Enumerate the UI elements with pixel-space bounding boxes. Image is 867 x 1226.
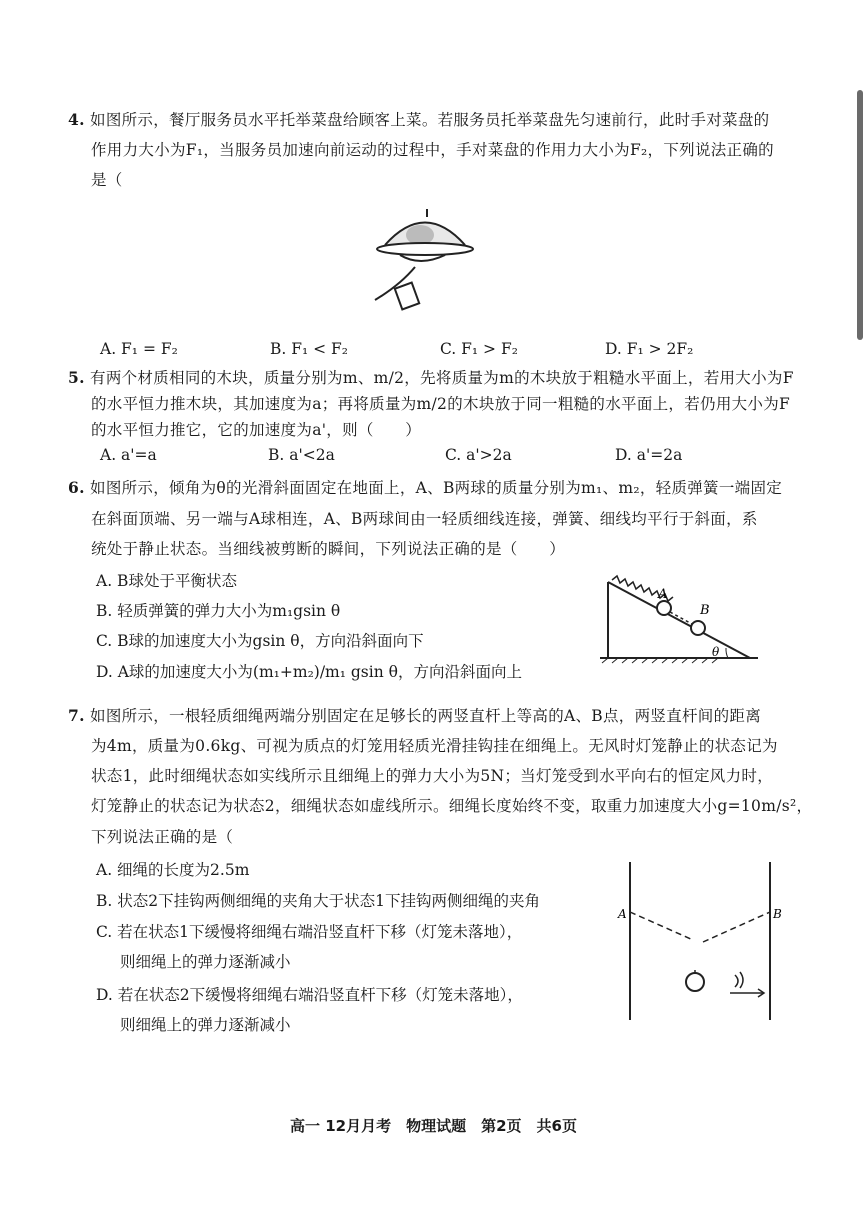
q4-option-c[interactable]: C. F₁ > F₂ (440, 340, 518, 358)
q5-text1: 有两个材质相同的木块，质量分别为m、m/2，先将质量为m的木块放于粗糙水平面上，若用大小为F (90, 369, 794, 387)
q6-option-c[interactable]: C. B球的加速度大小为gsin θ，方向沿斜面向下 (96, 632, 424, 650)
fig7-label-a: A (618, 907, 627, 921)
q6-text1: 如图所示，倾角为θ的光滑斜面固定在地面上，A、B两球的质量分别为m₁、m₂，轻质弹簧一端固定 (90, 479, 783, 497)
q4-option-b[interactable]: B. F₁ < F₂ (270, 340, 349, 358)
q7-option-b[interactable]: B. 状态2下挂钩两侧细绳的夹角大于状态1下挂钩两侧细绳的夹角 (96, 892, 540, 910)
q4-line1 (68, 108, 769, 130)
q4-text1: 如图所示，餐厅服务员水平托举菜盘给顾客上菜。若服务员托举菜盘先匀速前行，此时手对菜盘的 (90, 111, 770, 129)
q7-line4: 灯笼静止的状态记为状态2，细绳状态如虚线所示。细绳长度始终不变，取重力加速度大小g=10m/s²， (91, 797, 813, 815)
q7-text1: 如图所示，一根轻质细绳两端分别固定在足够长的两竖直杆上等高的A、B点，两竖直杆间的距离 (90, 707, 762, 725)
q5-line3: 的水平恒力推它，它的加速度为a'，则（ ） (91, 421, 422, 439)
q5-line1 (68, 366, 794, 388)
q7-line3: 状态1，此时细绳状态如实线所示且细绳上的弹力大小为5N；当灯笼受到水平向右的恒定风力时， (91, 767, 773, 785)
q6-number: 6. (68, 478, 85, 497)
q6-line2: 在斜面顶端、另一端与A球相连，A、B两球间由一轻质细线连接，弹簧、细线均平行于斜面，系 (91, 510, 758, 528)
q7-line1 (68, 704, 761, 726)
fig6-label-b: B (700, 603, 710, 618)
q7-line5: 下列说法正确的是（ (91, 828, 234, 846)
q7-option-d-cont: 则细绳上的弹力逐渐减小 (120, 1016, 291, 1034)
q4-number: 4. (68, 110, 85, 129)
q4-option-a[interactable]: A. F₁ = F₂ (100, 340, 178, 358)
q7-option-c[interactable]: C. 若在状态1下缓慢将细绳右端沿竖直杆下移（灯笼未落地）， (96, 923, 523, 941)
q6-line3: 统处于静止状态。当细线被剪断的瞬间，下列说法正确的是（ ） (91, 540, 566, 558)
page-footer: 高一 12月月考 物理试题 第2页 共6页 (290, 1117, 577, 1135)
scrollbar[interactable] (857, 90, 863, 340)
fig7-label-b: B (773, 907, 782, 921)
q5-option-a[interactable]: A. a'=a (100, 446, 157, 464)
q5-option-c[interactable]: C. a'>2a (445, 446, 512, 464)
waiter-tray-figure (370, 205, 480, 320)
q4-line2: 作用力大小为F₁，当服务员加速向前运动的过程中，手对菜盘的作用力大小为F₂，下列说法正确的 (91, 141, 774, 159)
q7-option-a[interactable]: A. 细绳的长度为2.5m (96, 861, 250, 879)
q7-option-d[interactable]: D. 若在状态2下缓慢将细绳右端沿竖直杆下移（灯笼未落地）， (96, 986, 523, 1004)
q5-option-b[interactable]: B. a'<2a (268, 446, 335, 464)
incline-spring-figure (600, 570, 760, 670)
q6-option-a[interactable]: A. B球处于平衡状态 (96, 572, 237, 590)
fig6-label-theta: θ (712, 645, 720, 659)
fig6-label-a: A (658, 587, 668, 602)
q5-line2: 的水平恒力推木块，其加速度为a；再将质量为m/2的木块放于同一粗糙的水平面上，若仍用大小为F (91, 395, 791, 413)
q5-option-d[interactable]: D. a'=2a (615, 446, 683, 464)
q7-line2: 为4m，质量为0.6kg、可视为质点的灯笼用轻质光滑挂钩挂在细绳上。无风时灯笼静止的状态记为 (91, 737, 778, 755)
q7-number: 7. (68, 706, 85, 725)
q6-line1 (68, 476, 782, 498)
q4-line3: 是（ (91, 171, 123, 189)
q6-option-b[interactable]: B. 轻质弹簧的弹力大小为m₁gsin θ (96, 602, 341, 620)
q4-option-d[interactable]: D. F₁ > 2F₂ (605, 340, 694, 358)
lantern-rope-figure (615, 860, 780, 1025)
q6-option-d[interactable]: D. A球的加速度大小为(m₁+m₂)/m₁ gsin θ，方向沿斜面向上 (96, 663, 522, 681)
q7-option-c-cont: 则细绳上的弹力逐渐减小 (120, 953, 291, 971)
q5-number: 5. (68, 368, 85, 387)
